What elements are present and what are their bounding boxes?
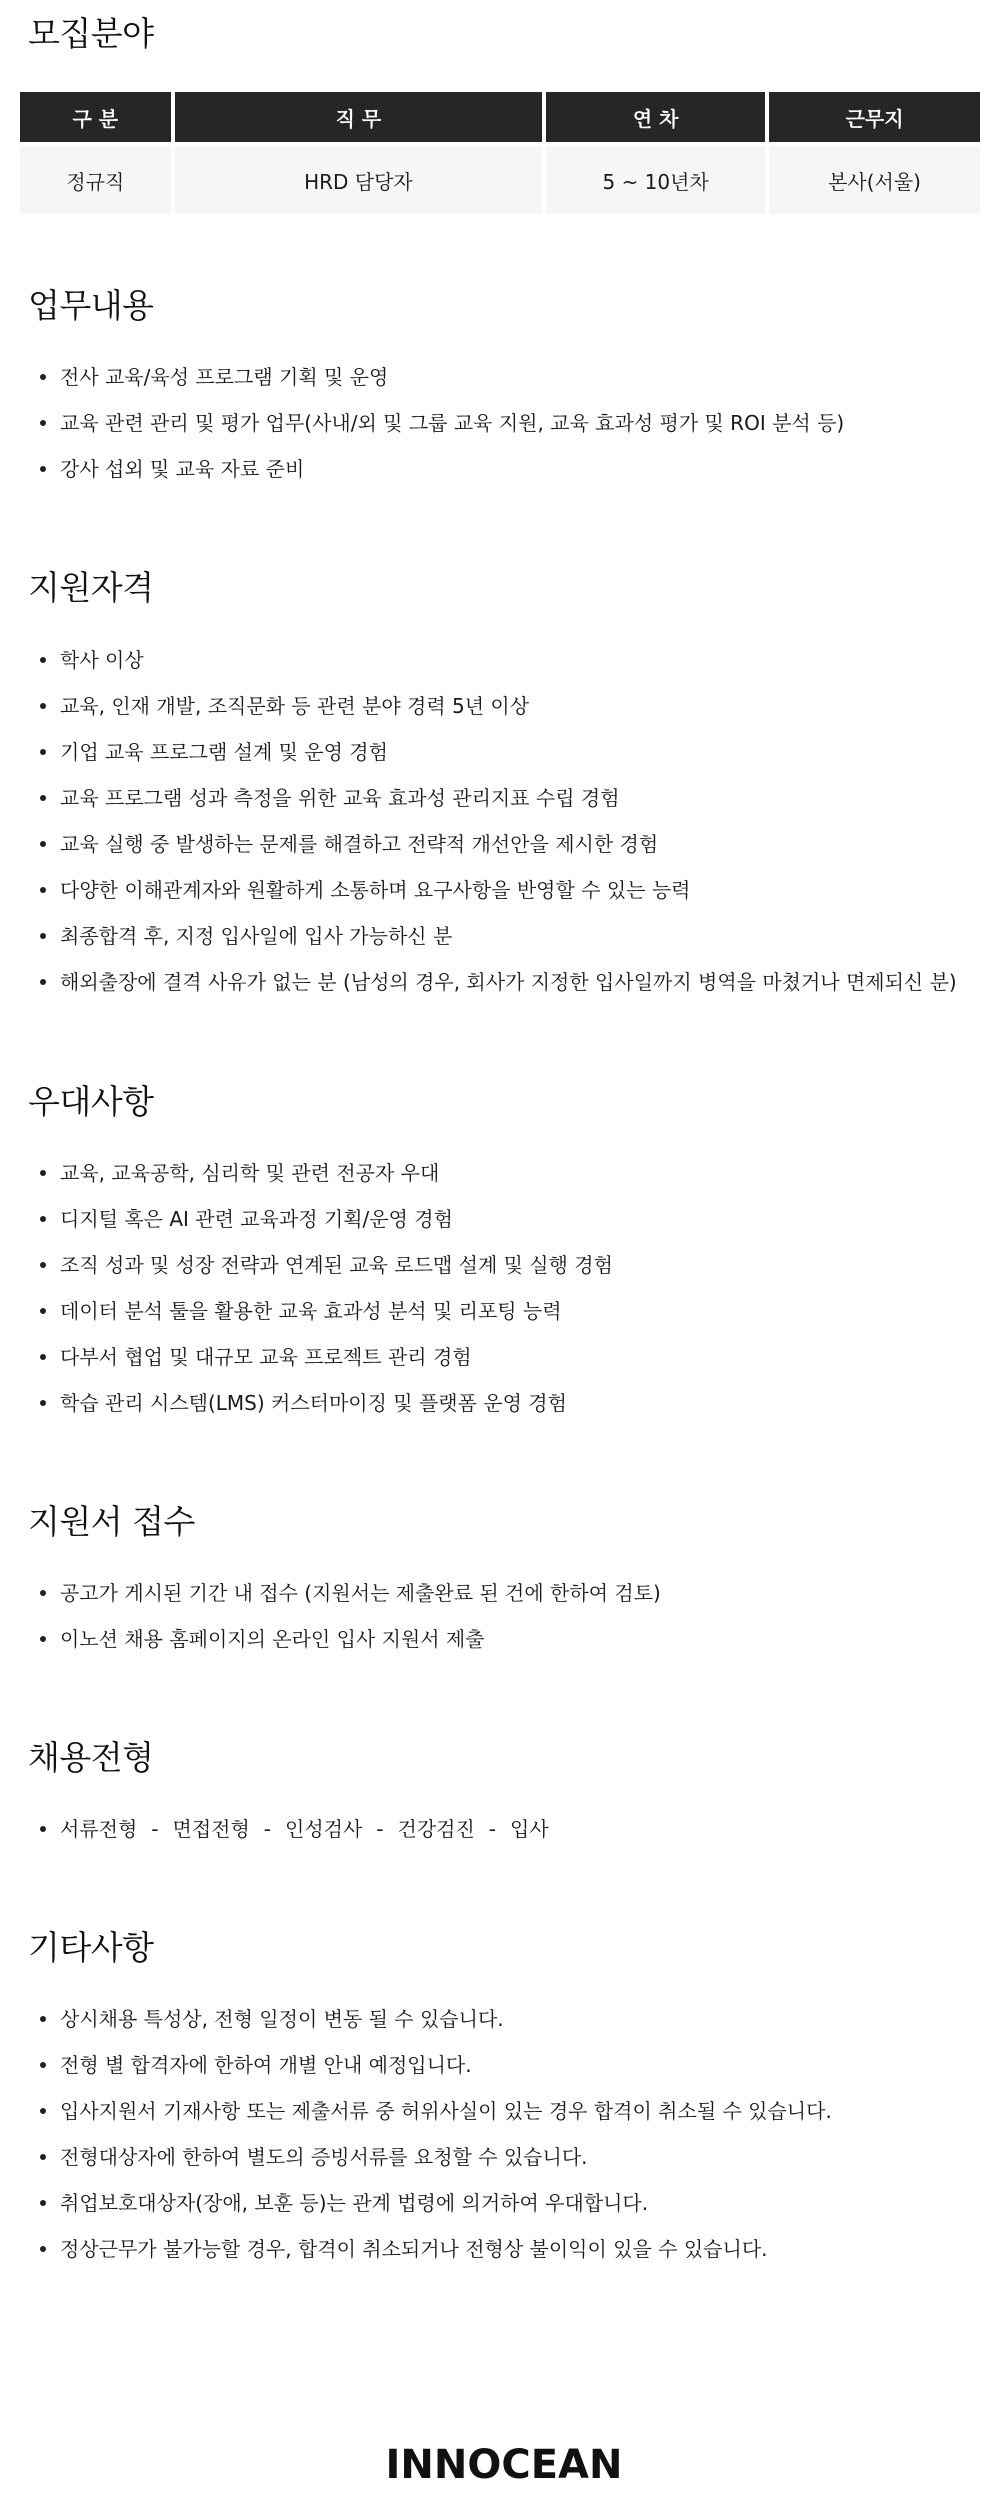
- process-separator: -: [376, 1817, 384, 1841]
- list-item: 입사지원서 기재사항 또는 제출서류 중 허위사실이 있는 경우 합격이 취소될 수 있습니다.: [40, 2088, 832, 2134]
- bullet-icon: [40, 2246, 46, 2252]
- list-item: 학사 이상: [40, 637, 957, 683]
- bullet-icon: [40, 1636, 46, 1642]
- list-item: 이노션 채용 홈페이지의 온라인 입사 지원서 제출: [40, 1616, 661, 1662]
- application-section-title: 지원서 접수: [28, 1502, 195, 1541]
- process-step: 건강검진: [397, 1817, 475, 1841]
- process-step: 인성검사: [285, 1817, 363, 1841]
- process-list: [40, 1806, 549, 1852]
- table-cell: 5 ~ 10년차: [546, 146, 765, 214]
- bullet-icon: [40, 1400, 46, 1406]
- duties-list: [40, 354, 844, 492]
- list-item: 교육, 교육공학, 심리학 및 관련 전공자 우대: [40, 1150, 613, 1196]
- process-separator: -: [488, 1817, 496, 1841]
- bullet-icon: [40, 1262, 46, 1268]
- preferred-section-title: 우대사항: [28, 1082, 154, 1121]
- bullet-icon: [40, 887, 46, 893]
- bullet-icon: [40, 466, 46, 472]
- list-item: 데이터 분석 툴을 활용한 교육 효과성 분석 및 리포팅 능력: [40, 1288, 613, 1334]
- bullet-icon: [40, 1826, 46, 1832]
- table-header-cell: 근무지: [769, 92, 980, 142]
- list-item: 다부서 협업 및 대규모 교육 프로젝트 관리 경험: [40, 1334, 613, 1380]
- list-item: [40, 1806, 549, 1852]
- list-item: 교육 실행 중 발생하는 문제를 해결하고 전략적 개선안을 제시한 경험: [40, 821, 957, 867]
- table-header-row: [20, 92, 980, 142]
- bullet-icon: [40, 2200, 46, 2206]
- list-item: 해외출장에 결격 사유가 없는 분 (남성의 경우, 회사가 지정한 입사일까지 병역을 마쳤거나 면제되신 분): [40, 959, 957, 1005]
- etc-section-title: 기타사항: [28, 1928, 154, 1967]
- bullet-icon: [40, 420, 46, 426]
- bullet-icon: [40, 1308, 46, 1314]
- list-item: 상시채용 특성상, 전형 일정이 변동 될 수 있습니다.: [40, 1996, 832, 2042]
- list-item: 교육 프로그램 성과 측정을 위한 교육 효과성 관리지표 수립 경험: [40, 775, 957, 821]
- process-step: 면접전형: [172, 1817, 250, 1841]
- list-item: 다양한 이해관계자와 원활하게 소통하며 요구사항을 반영할 수 있는 능력: [40, 867, 957, 913]
- duties-section-title: 업무내용: [28, 286, 154, 325]
- qualifications-section-title: 지원자격: [28, 568, 154, 607]
- table-cell: 정규직: [20, 146, 171, 214]
- bullet-icon: [40, 1216, 46, 1222]
- table-header-cell: 구 분: [20, 92, 171, 142]
- bullet-icon: [40, 374, 46, 380]
- bullet-icon: [40, 657, 46, 663]
- list-item: 조직 성과 및 성장 전략과 연계된 교육 로드맵 설계 및 실행 경험: [40, 1242, 613, 1288]
- list-item: 정상근무가 불가능할 경우, 합격이 취소되거나 전형상 불이익이 있을 수 있습니다.: [40, 2226, 832, 2272]
- bullet-icon: [40, 2016, 46, 2022]
- recruit-section-title: 모집분야: [28, 14, 154, 53]
- list-item: 디지털 혹은 AI 관련 교육과정 기획/운영 경험: [40, 1196, 613, 1242]
- recruit-table: [16, 92, 984, 214]
- innocean-logo: INNOCEAN: [385, 2442, 623, 2488]
- list-item: 전형 별 합격자에 한하여 개별 안내 예정입니다.: [40, 2042, 832, 2088]
- bullet-icon: [40, 1170, 46, 1176]
- table-header-cell: 연 차: [546, 92, 765, 142]
- bullet-icon: [40, 841, 46, 847]
- preferred-list: [40, 1150, 613, 1426]
- bullet-icon: [40, 749, 46, 755]
- bullet-icon: [40, 2108, 46, 2114]
- list-item: 최종합격 후, 지정 입사일에 입사 가능하신 분: [40, 913, 957, 959]
- list-item: 학습 관리 시스템(LMS) 커스터마이징 및 플랫폼 운영 경험: [40, 1380, 613, 1426]
- list-item: 전사 교육/육성 프로그램 기획 및 운영: [40, 354, 844, 400]
- list-item: 전형대상자에 한하여 별도의 증빙서류를 요청할 수 있습니다.: [40, 2134, 832, 2180]
- table-cell: 본사(서울): [769, 146, 980, 214]
- list-item: 공고가 게시된 기간 내 접수 (지원서는 제출완료 된 건에 한하여 검토): [40, 1570, 661, 1616]
- process-section-title: 채용전형: [28, 1738, 154, 1777]
- bullet-icon: [40, 933, 46, 939]
- table-header-cell: 직 무: [175, 92, 543, 142]
- table-row: [20, 146, 980, 214]
- bullet-icon: [40, 1354, 46, 1360]
- application-list: [40, 1570, 661, 1662]
- list-item: 교육, 인재 개발, 조직문화 등 관련 분야 경력 5년 이상: [40, 683, 957, 729]
- qualifications-list: [40, 637, 957, 1005]
- list-item: 교육 관련 관리 및 평가 업무(사내/외 및 그룹 교육 지원, 교육 효과성 평가 및 ROI 분석 등): [40, 400, 844, 446]
- bullet-icon: [40, 703, 46, 709]
- process-separator: -: [263, 1817, 271, 1841]
- bullet-icon: [40, 1590, 46, 1596]
- bullet-icon: [40, 979, 46, 985]
- etc-list: [40, 1996, 832, 2272]
- process-step: 서류전형: [60, 1817, 138, 1841]
- list-item: 강사 섭외 및 교육 자료 준비: [40, 446, 844, 492]
- bullet-icon: [40, 2154, 46, 2160]
- table-cell: HRD 담당자: [175, 146, 543, 214]
- bullet-icon: [40, 795, 46, 801]
- process-separator: -: [151, 1817, 159, 1841]
- bullet-icon: [40, 2062, 46, 2068]
- process-step: 입사: [510, 1817, 549, 1841]
- list-item: 취업보호대상자(장애, 보훈 등)는 관계 법령에 의거하여 우대합니다.: [40, 2180, 832, 2226]
- list-item: 기업 교육 프로그램 설계 및 운영 경험: [40, 729, 957, 775]
